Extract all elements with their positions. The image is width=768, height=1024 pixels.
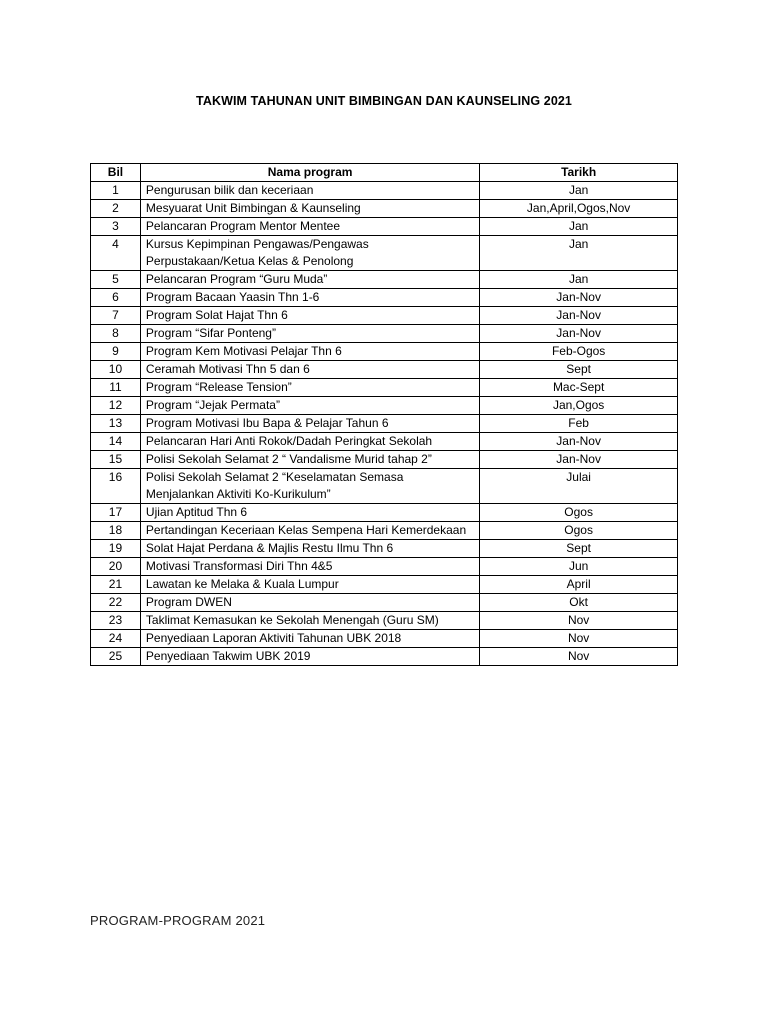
program-name-cell: Solat Hajat Perdana & Majlis Restu Ilmu Thn 6 — [140, 540, 479, 558]
row-number-cell: 14 — [91, 433, 141, 451]
date-cell: Okt — [480, 594, 678, 612]
date-cell: Mac-Sept — [480, 379, 678, 397]
date-cell: Feb — [480, 415, 678, 433]
row-number-cell: 11 — [91, 379, 141, 397]
date-cell: Julai — [480, 469, 678, 504]
table-row — [91, 236, 678, 271]
program-name-cell: Program Kem Motivasi Pelajar Thn 6 — [140, 343, 479, 361]
row-number-cell: 2 — [91, 200, 141, 218]
row-number-cell: 4 — [91, 236, 141, 271]
row-number-cell: 7 — [91, 307, 141, 325]
header-tarikh: Tarikh — [480, 164, 678, 182]
table-row — [91, 594, 678, 612]
program-name-cell: Program “Release Tension” — [140, 379, 479, 397]
date-cell: Ogos — [480, 504, 678, 522]
program-name-cell: Mesyuarat Unit Bimbingan & Kaunseling — [140, 200, 479, 218]
date-cell: Jan,Ogos — [480, 397, 678, 415]
table-row — [91, 379, 678, 397]
row-number-cell: 1 — [91, 182, 141, 200]
table-row — [91, 325, 678, 343]
row-number-cell: 10 — [91, 361, 141, 379]
row-number-cell: 8 — [91, 325, 141, 343]
table-row — [91, 415, 678, 433]
table-row — [91, 271, 678, 289]
row-number-cell: 15 — [91, 451, 141, 469]
takwim-table — [90, 163, 678, 666]
row-number-cell: 6 — [91, 289, 141, 307]
table-row — [91, 397, 678, 415]
program-name-cell: Pelancaran Program Mentor Mentee — [140, 218, 479, 236]
header-bil: Bil — [91, 164, 141, 182]
table-row — [91, 433, 678, 451]
date-cell: Jan,April,Ogos,Nov — [480, 200, 678, 218]
date-cell: Jan-Nov — [480, 307, 678, 325]
row-number-cell: 12 — [91, 397, 141, 415]
program-name-cell: Ceramah Motivasi Thn 5 dan 6 — [140, 361, 479, 379]
program-name-cell: Pelancaran Hari Anti Rokok/Dadah Peringkat Sekolah — [140, 433, 479, 451]
date-cell: Jan — [480, 236, 678, 271]
program-name-cell: Program Motivasi Ibu Bapa & Pelajar Tahun 6 — [140, 415, 479, 433]
row-number-cell: 20 — [91, 558, 141, 576]
date-cell: Nov — [480, 648, 678, 666]
table-row — [91, 200, 678, 218]
table-header-row — [91, 164, 678, 182]
footer-caption: PROGRAM-PROGRAM 2021 — [90, 913, 266, 928]
date-cell: Ogos — [480, 522, 678, 540]
program-name-cell: Ujian Aptitud Thn 6 — [140, 504, 479, 522]
row-number-cell: 22 — [91, 594, 141, 612]
row-number-cell: 17 — [91, 504, 141, 522]
table-row — [91, 612, 678, 630]
table-body — [91, 182, 678, 666]
header-nama-program: Nama program — [140, 164, 479, 182]
row-number-cell: 21 — [91, 576, 141, 594]
date-cell: Nov — [480, 630, 678, 648]
program-name-cell: Penyediaan Laporan Aktiviti Tahunan UBK 2018 — [140, 630, 479, 648]
row-number-cell: 9 — [91, 343, 141, 361]
table-row — [91, 576, 678, 594]
document-title: TAKWIM TAHUNAN UNIT BIMBINGAN DAN KAUNSELING 2021 — [196, 94, 572, 108]
date-cell: Nov — [480, 612, 678, 630]
program-name-cell: Program Solat Hajat Thn 6 — [140, 307, 479, 325]
table-row — [91, 343, 678, 361]
date-cell: April — [480, 576, 678, 594]
program-name-cell: Pengurusan bilik dan keceriaan — [140, 182, 479, 200]
table-row — [91, 361, 678, 379]
date-cell: Jan — [480, 182, 678, 200]
program-name-cell: Program “Sifar Ponteng” — [140, 325, 479, 343]
table-row — [91, 558, 678, 576]
table-row — [91, 504, 678, 522]
row-number-cell: 16 — [91, 469, 141, 504]
row-number-cell: 13 — [91, 415, 141, 433]
table-row — [91, 182, 678, 200]
row-number-cell: 23 — [91, 612, 141, 630]
row-number-cell: 3 — [91, 218, 141, 236]
table-row — [91, 469, 678, 504]
row-number-cell: 5 — [91, 271, 141, 289]
date-cell: Sept — [480, 361, 678, 379]
program-name-cell: Lawatan ke Melaka & Kuala Lumpur — [140, 576, 479, 594]
table-row — [91, 630, 678, 648]
table-row — [91, 648, 678, 666]
date-cell: Jun — [480, 558, 678, 576]
date-cell: Jan-Nov — [480, 433, 678, 451]
program-name-cell: Pertandingan Keceriaan Kelas Sempena Hari Kemerdekaan — [140, 522, 479, 540]
date-cell: Jan — [480, 271, 678, 289]
date-cell: Feb-Ogos — [480, 343, 678, 361]
row-number-cell: 18 — [91, 522, 141, 540]
program-name-cell: Polisi Sekolah Selamat 2 “Keselamatan Semasa Menjalankan Aktiviti Ko-Kurikulum” — [140, 469, 479, 504]
table-row — [91, 540, 678, 558]
date-cell: Jan-Nov — [480, 325, 678, 343]
date-cell: Jan — [480, 218, 678, 236]
table-row — [91, 451, 678, 469]
table-row — [91, 289, 678, 307]
table-row — [91, 218, 678, 236]
program-name-cell: Kursus Kepimpinan Pengawas/Pengawas Perpustakaan/Ketua Kelas & Penolong — [140, 236, 479, 271]
program-name-cell: Pelancaran Program “Guru Muda” — [140, 271, 479, 289]
program-name-cell: Taklimat Kemasukan ke Sekolah Menengah (Guru SM) — [140, 612, 479, 630]
program-name-cell: Program “Jejak Permata” — [140, 397, 479, 415]
row-number-cell: 19 — [91, 540, 141, 558]
table-row — [91, 522, 678, 540]
program-name-cell: Program Bacaan Yaasin Thn 1-6 — [140, 289, 479, 307]
row-number-cell: 25 — [91, 648, 141, 666]
date-cell: Jan-Nov — [480, 451, 678, 469]
table-row — [91, 307, 678, 325]
program-name-cell: Program DWEN — [140, 594, 479, 612]
date-cell: Jan-Nov — [480, 289, 678, 307]
program-name-cell: Motivasi Transformasi Diri Thn 4&5 — [140, 558, 479, 576]
date-cell: Sept — [480, 540, 678, 558]
row-number-cell: 24 — [91, 630, 141, 648]
program-name-cell: Penyediaan Takwim UBK 2019 — [140, 648, 479, 666]
program-name-cell: Polisi Sekolah Selamat 2 “ Vandalisme Murid tahap 2” — [140, 451, 479, 469]
